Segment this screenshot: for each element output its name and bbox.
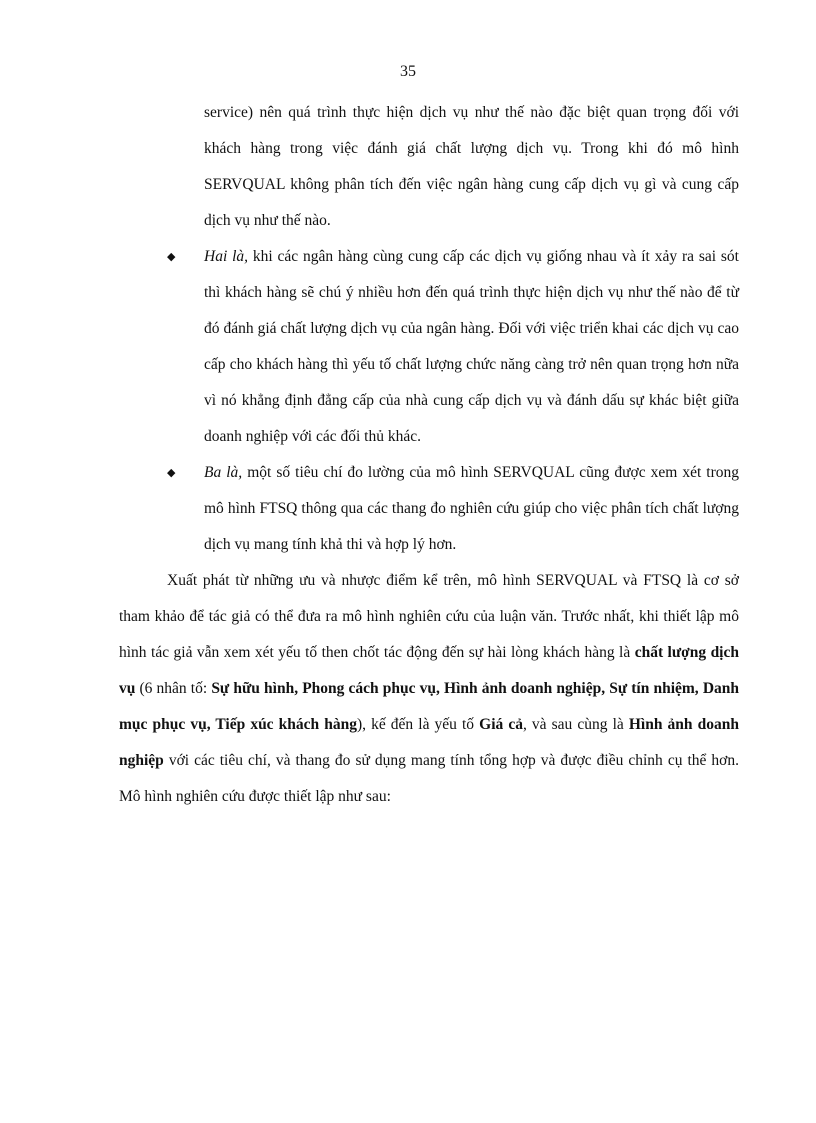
bullet-lead: Ba là, xyxy=(204,464,243,481)
page-number: 35 xyxy=(400,63,416,80)
summary-bold-price: Giá cả xyxy=(479,716,523,733)
summary-bold-quality: chất lượng dịch vụ xyxy=(119,644,739,697)
continuation-paragraph: service) nên quá trình thực hiện dịch vụ như thế nào đặc biệt quan trọng đối với khách hàng trong việc đánh giá chất lượng dịch vụ. Trong khi đó mô hình SERVQUAL không phân tích đến việc ngân hàng cung cấp dịch vụ gì và cung cấp dịch vụ như thế nào. xyxy=(204,104,739,229)
diamond-bullet-icon: ◆ xyxy=(167,467,176,479)
summary-text-4: , và sau cùng là xyxy=(522,716,629,733)
bullet-lead: Hai là, xyxy=(204,248,249,265)
summary-text-3: ), kế đến là yếu tố xyxy=(356,716,480,733)
body-text xyxy=(119,95,739,815)
summary-bold-image: Hình ảnh doanh nghiệp xyxy=(119,716,739,769)
summary-text-1: Xuất phát từ những ưu và nhược điểm kể trên, mô hình SERVQUAL và FTSQ là cơ sở tham khảo để tác giả có thể đưa ra mô hình nghiên cứu của luận văn. Trước nhất, khi thiết lập mô hình tác giả vẫn xem xét yếu tố then chốt tác động đến sự hài lòng khách hàng là xyxy=(119,572,739,661)
diamond-bullet-icon: ◆ xyxy=(167,251,176,263)
bullet-text: khi các ngân hàng cùng cung cấp các dịch vụ giống nhau và ít xảy ra sai sót thì khách hàng sẽ chú ý nhiều hơn đến quá trình thực hiện dịch vụ như thế nào để từ đó đánh giá chất lượng dịch vụ của ngân hàng. Đối với việc triển khai các dịch vụ cao cấp cho khách hàng thì yếu tố chất lượng chức năng càng trở nên quan trọng hơn nữa vì nó khẳng định đẳng cấp của nhà cung cấp dịch vụ và đánh dấu sự khác biệt giữa doanh nghiệp với các đối thủ khác. xyxy=(204,248,739,445)
summary-text-5: với các tiêu chí, và thang đo sử dụng mang tính tổng hợp và được điều chỉnh cụ thể hơn. Mô hình nghiên cứu được thiết lập như sau: xyxy=(119,752,739,805)
summary-text-2: (6 nhân tố: xyxy=(135,680,212,697)
summary-paragraph xyxy=(119,563,739,815)
summary-bold-factors: Sự hữu hình, Phong cách phục vụ, Hình ảnh doanh nghiệp, Sự tín nhiệm, Danh mục phục vụ, Tiếp xúc khách hàng xyxy=(119,680,740,733)
bullet-text: một số tiêu chí đo lường của mô hình SERVQUAL cũng được xem xét trong mô hình FTSQ thông qua các thang đo nghiên cứu giúp cho việc phân tích chất lượng dịch vụ mang tính khả thi và hợp lý hơn. xyxy=(204,464,739,553)
bullet-item-ba-la xyxy=(119,455,739,563)
bullet-item-hai-la xyxy=(119,239,739,455)
